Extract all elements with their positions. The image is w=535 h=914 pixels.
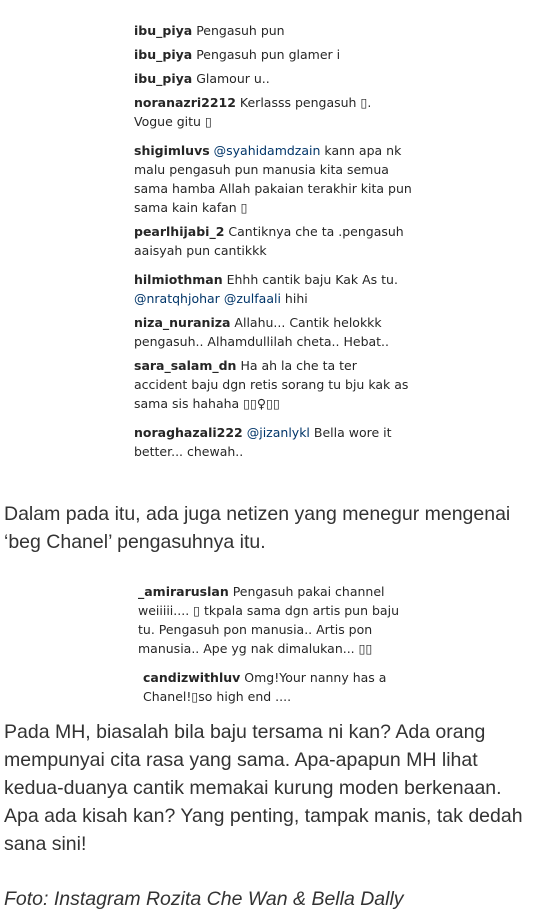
comment	[134, 93, 414, 131]
comment	[143, 668, 393, 706]
comment-text: Pengasuh pakai channel weiiiii.... ▯ tkpala sama dgn artis pun baju tu. Pengasuh pon manusia.. Artis pon manusia.. Ape yg nak dimalukan... ▯▯	[138, 584, 399, 656]
comment	[134, 222, 414, 260]
comment-mention: @syahidamdzain	[213, 143, 321, 158]
comment-text: Pengasuh pun	[196, 23, 285, 38]
comment-text: hihi	[284, 291, 308, 306]
comment-username: noraghazali222	[134, 425, 243, 440]
comment-text: Pengasuh pun glamer i	[196, 47, 341, 62]
comment-username: noranazri2212	[134, 95, 236, 110]
comment-username: shigimluvs	[134, 143, 210, 158]
comment-text: Kerlasss pengasuh ▯. Vogue gitu ▯	[134, 95, 372, 129]
comment-text: Glamour u..	[196, 71, 270, 86]
comment-username: pearlhijabi_2	[134, 224, 225, 239]
comment	[138, 582, 400, 658]
comment-text: kann apa nk malu pengasuh pun manusia kita semua sama hamba Allah pakaian terakhir kita pun sama kain kafan ▯	[134, 143, 412, 215]
comment-text: Cantiknya che ta .pengasuh aaisyah pun cantikkk	[134, 224, 404, 258]
comment	[134, 423, 414, 461]
comment-mention: @nratqhjohar	[134, 291, 220, 306]
comment-text: Bella wore it better... chewah..	[134, 425, 392, 459]
comment	[134, 356, 414, 413]
comment	[134, 21, 414, 40]
photo-credit: Foto: Instagram Rozita Che Wan & Bella Dally	[4, 888, 404, 910]
comment	[134, 141, 414, 217]
article-paragraph: Dalam pada itu, ada juga netizen yang menegur mengenai ‘beg Chanel’ pengasuhnya itu.	[4, 503, 511, 553]
comment-mention: @zulfaali	[223, 291, 281, 306]
comment-mention: @jizanlykl	[246, 425, 310, 440]
comment	[134, 69, 414, 88]
comment-username: ibu_piya	[134, 71, 193, 86]
comment-username: ibu_piya	[134, 23, 193, 38]
comment-username: ibu_piya	[134, 47, 193, 62]
comment	[134, 270, 414, 308]
comment-username: _amiraruslan	[138, 584, 229, 599]
comment-username: sara_salam_dn	[134, 358, 237, 373]
instagram-comments-screenshot-2	[138, 582, 400, 706]
comment-text: Ehhh cantik baju Kak As tu.	[226, 272, 398, 287]
comment	[134, 45, 414, 64]
comment-text: Omg!Your nanny has a Chanel!▯so high end ....	[143, 670, 387, 704]
instagram-comments-screenshot-1	[134, 21, 414, 461]
comment-text: Allahu... Cantik helokkk pengasuh.. Alhamdullilah cheta.. Hebat..	[134, 315, 390, 349]
comment-username: niza_nuraniza	[134, 315, 231, 330]
comment-username: hilmiothman	[134, 272, 223, 287]
comment-text: Ha ah la che ta ter accident baju dgn retis sorang tu bju kak as sama sis hahaha ▯▯♀▯▯	[134, 358, 409, 411]
comment	[134, 313, 414, 351]
comment-username: candizwithluv	[143, 670, 241, 685]
article-paragraph: Pada MH, biasalah bila baju tersama ni kan? Ada orang mempunyai cita rasa yang sama. Apa-apapun MH lihat kedua-duanya cantik memakai kurung moden berkenaan. Apa ada kisah kan? Yang penting, tampak manis, tak dedah sana sini!	[4, 721, 523, 855]
